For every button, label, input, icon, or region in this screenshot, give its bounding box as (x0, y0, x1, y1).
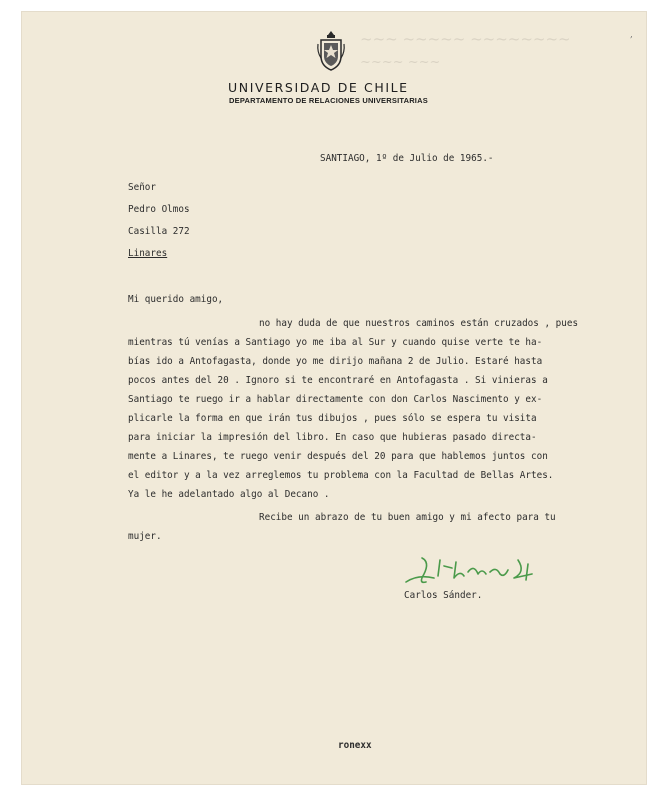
recipient-title: Señor (128, 182, 156, 193)
body-line: pocos antes del 20 . Ignoro si te encontraré en Antofagasta . Si vinieras a (128, 375, 548, 386)
body-line: plicarle la forma en que irán tus dibujos , pues sólo se espera tu visita (128, 413, 537, 424)
greeting: Mi querido amigo, (128, 294, 224, 305)
recipient-address: Casilla 272 (128, 226, 190, 237)
body-line: el editor y a la vez arreglemos tu problema con la Facultad de Bellas Artes. (128, 470, 554, 481)
recipient-city: Linares (128, 248, 168, 259)
date-line: SANTIAGO, 1º de Julio de 1965.- (320, 153, 494, 164)
university-crest-icon (316, 30, 346, 72)
bleed-through-mark: ~~~ ~~~~~ ~~~~~~~~ (360, 30, 571, 48)
body-line: no hay duda de que nuestros caminos están cruzados , pues (259, 318, 579, 329)
letterhead-department: DEPARTAMENTO DE RELACIONES UNIVERSITARIAS (229, 96, 428, 105)
page-corner-mark: , (630, 30, 633, 40)
body-line: para iniciar la impresión del libro. En caso que hubieras pasado directa- (128, 432, 537, 443)
body-line: mientras tú venías a Santiago yo me iba al Sur y cuando quise verte te ha- (128, 337, 543, 348)
body-line: Ya le he adelantado algo al Decano . (128, 489, 330, 500)
closing-line: mujer. (128, 531, 162, 542)
closing-line: Recibe un abrazo de tu buen amigo y mi afecto para tu (259, 512, 556, 523)
body-line: Santiago te ruego ir a hablar directamente con don Carlos Nascimento y ex- (128, 394, 543, 405)
body-line: bías ido a Antofagasta, donde yo me dirijo mañana 2 de Julio. Estaré hasta (128, 356, 543, 367)
recipient-name: Pedro Olmos (128, 204, 190, 215)
signature-name: Carlos Sánder. (404, 590, 483, 601)
body-line: mente a Linares, te ruego venir después del 20 para que hablemos juntos con (128, 451, 548, 462)
letterhead-university: UNIVERSIDAD DE CHILE (228, 80, 409, 95)
handwritten-signature (400, 552, 550, 592)
bleed-through-mark: ~~~~ ~~~ (360, 55, 441, 70)
reference-initials: ronexx (338, 740, 372, 751)
